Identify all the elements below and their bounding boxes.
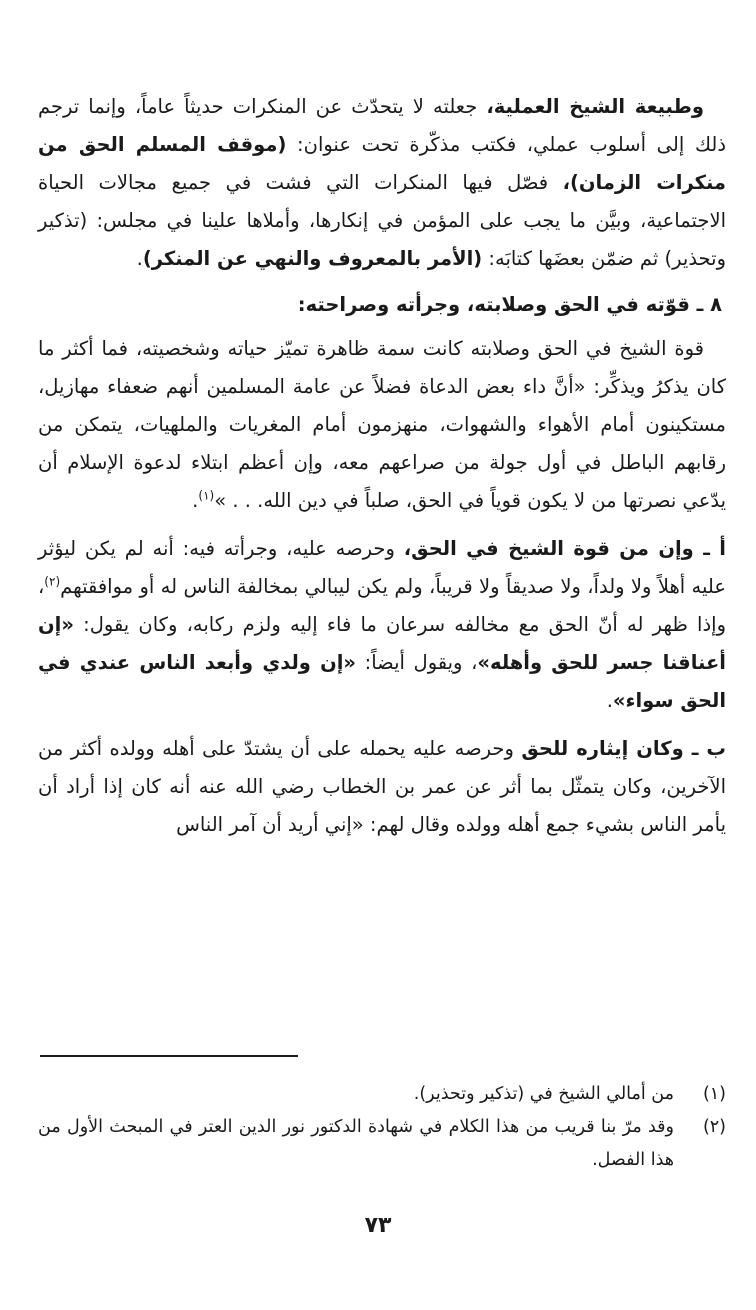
footnotes [38, 1078, 726, 1177]
strength-end: . [192, 489, 199, 512]
footnote-text: وقد مرّ بنا قريب من هذا الكلام في شهادة الدكتور نور الدين العتر في المبحث الأول من هذا الفصل. [38, 1117, 674, 1170]
paragraph-intro [38, 88, 726, 278]
intro-end: . [136, 247, 143, 270]
para-a-text-3: ، ويقول أيضاً: [356, 651, 478, 674]
footnote-separator [40, 1055, 298, 1057]
page-body [38, 88, 726, 844]
para-a-quote-2: «إن ولدي وأبعد الناس عندي في الحق سواء» [38, 651, 726, 712]
intro-text-2: فصّل فيها المنكرات التي فشت في جميع مجالات الحياة الاجتماعية، وبيَّن ما يجب على المؤمن في إنكارها، وأملاها علينا في مجلس: (تذكير وتحذير) ثم ضمّن بعضَها كتابَه: [38, 171, 726, 270]
intro-lead: وطبيعة الشيخ العملية، [486, 95, 704, 118]
para-a-lead: أ ـ وإن من قوة الشيخ في الحق، [403, 537, 726, 560]
footnote-number: (١) [702, 1084, 726, 1104]
paragraph-a [38, 530, 726, 720]
footnote-2 [38, 1111, 726, 1177]
paragraph-strength [38, 330, 726, 520]
strength-text: قوة الشيخ في الحق وصلابته كانت سمة ظاهرة تميّز حياته وشخصيته، فما أكثر ما كان يذكرُ ويذكِّر: «أنَّ داء بعض الدعاة فضلاً عن عامة المسلمين أنهم ضعفاء مهازيل، مستكينون أمام الأهواء والشهوات، منهزمون أمام المغريات والملهيات، يتمكن من رقابهم الباطل في أول جولة من صراعهم معه، وإن أعظم ابتلاء لدعوة الإسلام أن يدّعي نصرتها من لا يكون قوياً في الحق، صلباً في دين الله. . . » [38, 337, 726, 512]
para-a-text-2: ، وإذا ظهر له أنّ الحق مع مخالفه سرعان ما فاء إليه ولزم ركابه، وكان يقول: [38, 575, 726, 636]
para-b-text: وحرصه عليه يحمله على أن يشتدّ على أهله وولده أكثر من الآخرين، وكان يتمثّل بما أثر عن عمر بن الخطاب رضي الله عنه أنه كان إذا أراد أن يأمر الناس بشيء جمع أهله وولده وقال لهم: «إني أريد أن آمر الناس [38, 737, 726, 836]
footnote-ref-1: (١) [198, 488, 215, 503]
page-number: ٧٣ [364, 1213, 392, 1238]
para-a-end: . [606, 689, 613, 712]
paragraph-b [38, 730, 726, 844]
intro-text-1: جعلته لا يتحدّث عن المنكرات حديثاً عاماً، وإنما ترجم ذلك إلى أسلوب عملي، فكتب مذكّرة تحت عنوان: [38, 95, 727, 156]
section-heading-8: ٨ ـ قوّته في الحق وصلابته، وجرأته وصراحته: [297, 293, 722, 316]
intro-book-title-1: (موقف المسلم الحق من منكرات الزمان)، [38, 133, 726, 194]
para-b-lead: ب ـ وكان إيثاره للحق [521, 737, 726, 760]
footnote-text: من أمالي الشيخ في (تذكير وتحذير). [413, 1084, 674, 1104]
para-a-quote-1: «إن أعناقنا جسر للحق وأهله» [38, 613, 726, 674]
para-a-text-1: وحرصه عليه، وجرأته فيه: أنه لم يكن ليؤثر عليه أهلاً ولا ولداً، ولا صديقاً ولا قريباً، ولم يكن ليبالي بمخالفة الناس له أو موافقتهم [38, 537, 726, 598]
footnote-ref-2: (٢) [44, 574, 61, 589]
footnote-1 [38, 1078, 726, 1111]
footnote-number: (٢) [702, 1117, 726, 1137]
intro-book-title-2: (الأمر بالمعروف والنهي عن المنكر) [142, 247, 483, 270]
